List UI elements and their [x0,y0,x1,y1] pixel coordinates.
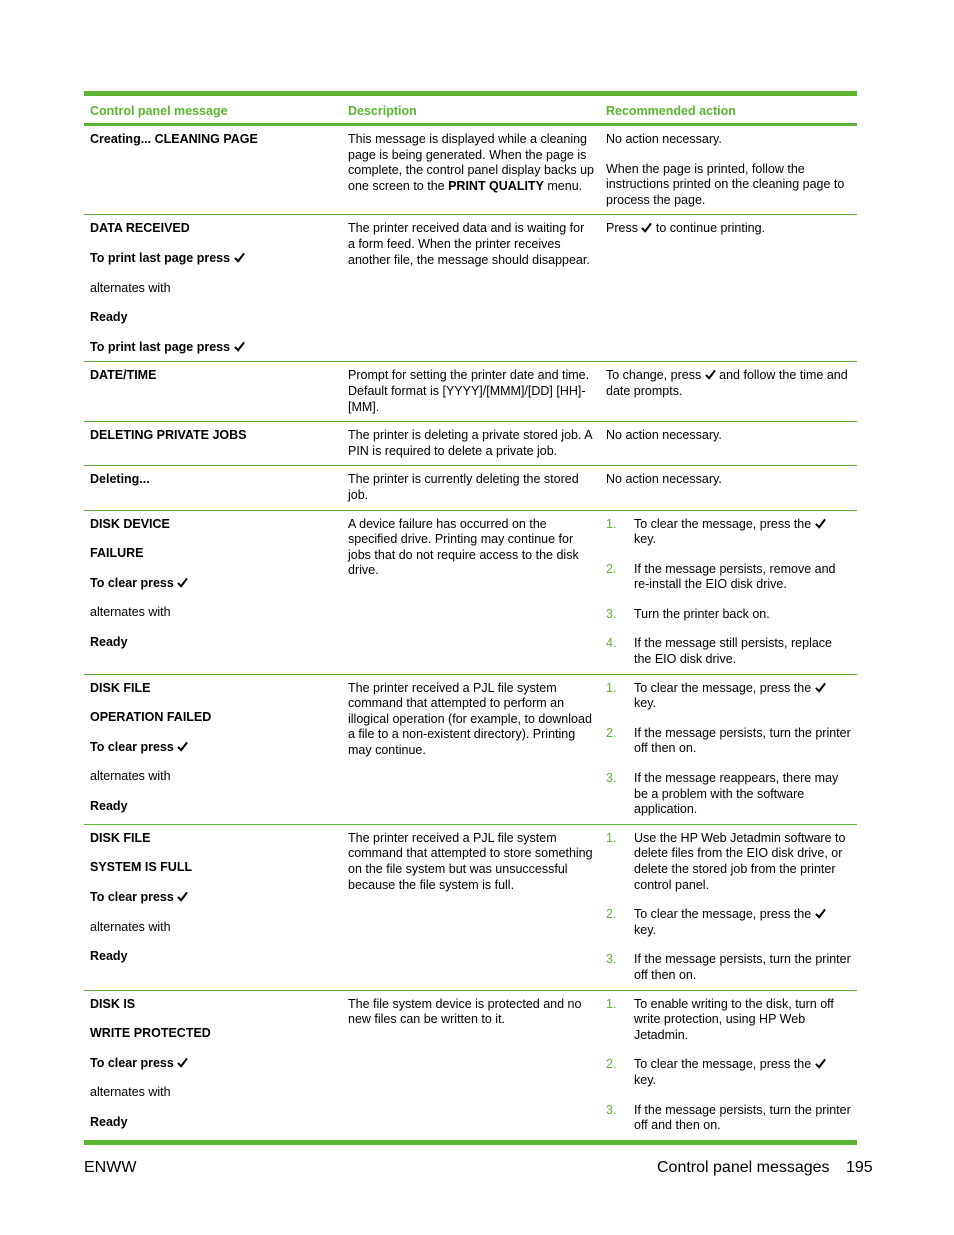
action-steps [606,997,851,1134]
list-item [606,636,851,667]
message-text: DATA RECEIVED [90,221,190,236]
message-line [90,710,336,726]
list-item [606,771,851,818]
message-cell [84,991,342,1140]
description-span: The file system device is protected and no new files can be written to it. [348,996,582,1027]
description-cell [342,675,600,824]
step-number: 3. [606,1102,617,1117]
message-text: Deleting... [90,472,150,487]
message-cell [84,511,342,674]
action-cell [600,511,857,674]
step-span: If the message persists, remove and re-install the EIO disk drive. [634,561,836,592]
step-text [634,831,851,893]
step-text [634,771,851,818]
message-cell [84,422,342,465]
description-span: menu. [543,178,583,193]
description-text [348,221,594,268]
list-item [606,517,851,548]
step-number: 2. [606,907,617,922]
message-line [90,769,336,785]
message-text: alternates with [90,1085,171,1100]
action-cell [600,675,857,824]
action-cell [600,215,857,361]
message-line [90,681,336,697]
description-cell [342,215,600,361]
message-line [90,740,336,756]
step-number: 2. [606,1057,617,1072]
message-text: alternates with [90,769,171,784]
footer-page-number: 195 [846,1159,873,1176]
menu-name: PRINT QUALITY [448,178,544,193]
message-text: SYSTEM IS FULL [90,860,193,875]
step-number: 4. [606,636,617,651]
step-text [634,1057,851,1088]
table-header [84,96,857,126]
step-span: If the message persists, turn the printer off then on. [634,725,851,756]
table-row [84,214,857,361]
message-line [90,605,336,621]
message-text: Ready [90,799,128,814]
description-span: The printer received data and is waiting for a form feed. When the printer receives another file, the message should disappear. [348,221,590,267]
checkmark-icon [815,1058,826,1069]
action-steps [606,681,851,818]
step-span: key. [634,922,656,937]
list-item [606,997,851,1044]
action-cell [600,466,857,509]
message-line [90,340,336,356]
description-span: Prompt for setting the printer date and time. Default format is [YYYY]/[MMM]/[DD] [HH]-[MM]. [348,368,590,414]
step-number: 3. [606,952,617,967]
action-text [606,132,851,148]
message-cell [84,466,342,509]
message-line [90,831,336,847]
description-cell [342,362,600,421]
description-text [348,517,594,579]
description-text [348,681,594,759]
description-span: The printer is currently deleting the stored job. [348,472,579,502]
list-item [606,831,851,893]
step-text [634,1103,851,1134]
step-text [634,517,851,548]
checkmark-icon [234,341,245,352]
step-text [634,726,851,757]
description-cell [342,466,600,509]
message-text: DISK DEVICE [90,516,170,531]
description-text [348,132,594,194]
description-cell [342,511,600,674]
message-text: FAILURE [90,546,144,561]
step-span: key. [634,1072,656,1087]
step-number: 3. [606,771,617,786]
message-text: DELETING PRIVATE JOBS [90,428,247,443]
message-text: Ready [90,634,128,649]
message-line [90,635,336,651]
table-row [84,465,857,509]
table-row [84,421,857,465]
table-row [84,674,857,824]
message-line [90,472,336,488]
step-text [634,997,851,1044]
action-text [606,221,851,237]
message-line [90,546,336,562]
message-text: To clear press [90,739,178,754]
footer-section-title: Control panel messages [657,1159,830,1176]
description-text [348,368,594,415]
table-body [84,126,857,1140]
list-item [606,1057,851,1088]
message-text: alternates with [90,280,171,295]
message-line [90,368,336,384]
table-row [84,990,857,1140]
checkmark-icon [234,252,245,263]
message-line [90,799,336,815]
checkmark-icon [641,222,652,233]
action-cell [600,362,857,421]
message-line [90,251,336,267]
action-cell [600,825,857,990]
description-span: The printer is deleting a private stored job. A PIN is required to delete a private job. [348,428,592,458]
checkmark-icon [177,1057,188,1068]
action-cell [600,422,857,465]
description-text [348,472,594,503]
message-cell [84,215,342,361]
message-text: Creating... CLEANING PAGE [90,132,258,146]
message-cell [84,675,342,824]
message-text: DISK FILE [90,830,151,845]
message-line [90,860,336,876]
action-text [606,472,851,488]
message-line [90,576,336,592]
description-cell [342,126,600,214]
description-span: This message is displayed while a cleaning page is being generated. When the page is complete, the control panel display backs up one screen to the [348,132,594,193]
step-span: key. [634,696,656,711]
message-line [90,428,336,444]
table-row [84,824,857,990]
checkmark-icon [815,682,826,693]
checkmark-icon [815,518,826,529]
message-text: DISK FILE [90,680,151,695]
message-text: Ready [90,310,128,325]
description-cell [342,991,600,1140]
description-text [348,997,594,1028]
action-steps [606,517,851,668]
message-text: alternates with [90,605,171,620]
action-text [606,428,851,444]
checkmark-icon [177,891,188,902]
list-item [606,1103,851,1134]
message-text: To print last page press [90,339,234,354]
table-row [84,361,857,421]
action-text [606,162,851,209]
message-text: DISK IS [90,996,136,1011]
step-span: If the message persists, turn the printer off then on. [634,952,851,982]
action-span: When the page is printed, follow the instructions printed on the cleaning page to process the page. [606,161,845,207]
action-cell [600,991,857,1140]
action-span: No action necessary. [606,132,722,146]
message-line [90,1085,336,1101]
step-span: Turn the printer back on. [634,606,770,621]
header-recommended-action: Recommended action [606,104,736,118]
message-line [90,1115,336,1131]
step-number: 2. [606,561,617,576]
description-span: The printer received a PJL file system command that attempted to store something on the file system but was unsuccessful because the file system is full. [348,830,593,892]
description-span: A device failure has occurred on the specified drive. Printing may continue for jobs that do not require access to the disk drive. [348,516,579,578]
action-span: To change, press [606,368,705,383]
message-line [90,920,336,936]
message-line [90,949,336,965]
step-text [634,562,851,593]
control-panel-messages-table [84,91,857,1145]
description-cell [342,825,600,990]
message-line [90,1056,336,1072]
step-number: 2. [606,725,617,740]
message-text: Ready [90,1114,128,1129]
step-span: To clear the message, press the [634,1057,815,1072]
message-text: To clear press [90,890,178,904]
description-span: The printer received a PJL file system command that attempted to perform an illogical operation (for example, to download a file to a non-existent directory). Printing may continue. [348,680,592,758]
footer-left: ENWW [84,1159,137,1176]
table-row [84,126,857,214]
checkmark-icon [705,369,716,380]
action-text [606,368,851,399]
step-number: 1. [606,680,617,695]
action-span: Press [606,221,642,236]
message-line [90,281,336,297]
description-text [348,428,594,459]
message-line [90,517,336,533]
message-cell [84,362,342,421]
step-span: If the message reappears, there may be a problem with the software application. [634,771,839,817]
list-item [606,607,851,623]
step-number: 1. [606,516,617,531]
message-line [90,221,336,237]
message-line [90,997,336,1013]
checkmark-icon [177,577,188,588]
header-control-panel-message: Control panel message [90,104,228,118]
step-span: If the message still persists, replace the EIO disk drive. [634,636,832,667]
action-span: No action necessary. [606,428,722,443]
action-span: No action necessary. [606,472,722,487]
message-text: DATE/TIME [90,368,157,383]
step-span: key. [634,532,656,547]
message-cell [84,825,342,990]
step-text [634,952,851,983]
step-text [634,607,770,623]
message-line [90,890,336,906]
message-cell [84,126,342,214]
step-text [634,907,851,938]
step-span: If the message persists, turn the printer off and then on. [634,1102,851,1133]
message-text: WRITE PROTECTED [90,1026,211,1041]
step-text [634,681,851,712]
action-span: to continue printing. [652,221,766,236]
list-item [606,562,851,593]
message-text: To print last page press [90,250,234,265]
action-cell [600,126,857,214]
table-row [84,510,857,674]
message-text: To clear press [90,1055,178,1070]
list-item [606,681,851,712]
step-span: To enable writing to the disk, turn off write protection, using HP Web Jetadmin. [634,996,834,1042]
header-description: Description [348,104,417,118]
description-cell [342,422,600,465]
description-text [348,831,594,893]
step-span: To clear the message, press the [634,516,815,531]
list-item [606,907,851,938]
step-number: 3. [606,606,617,621]
message-line [90,132,336,148]
list-item [606,952,851,983]
message-text: To clear press [90,575,178,590]
step-number: 1. [606,996,617,1011]
step-number: 1. [606,830,617,845]
list-item [606,726,851,757]
message-text: alternates with [90,919,171,934]
step-span: To clear the message, press the [634,680,815,695]
message-text: Ready [90,949,128,964]
step-span: Use the HP Web Jetadmin software to delete files from the EIO disk drive, or delete the stored job from the printer control panel. [634,830,846,892]
action-steps [606,831,851,984]
checkmark-icon [177,741,188,752]
message-line [90,1026,336,1042]
message-line [90,310,336,326]
action-span: and follow the time and date prompts. [606,368,848,398]
step-text [634,636,851,667]
checkmark-icon [815,908,826,919]
message-text: OPERATION FAILED [90,710,212,725]
step-span: To clear the message, press the [634,907,815,922]
